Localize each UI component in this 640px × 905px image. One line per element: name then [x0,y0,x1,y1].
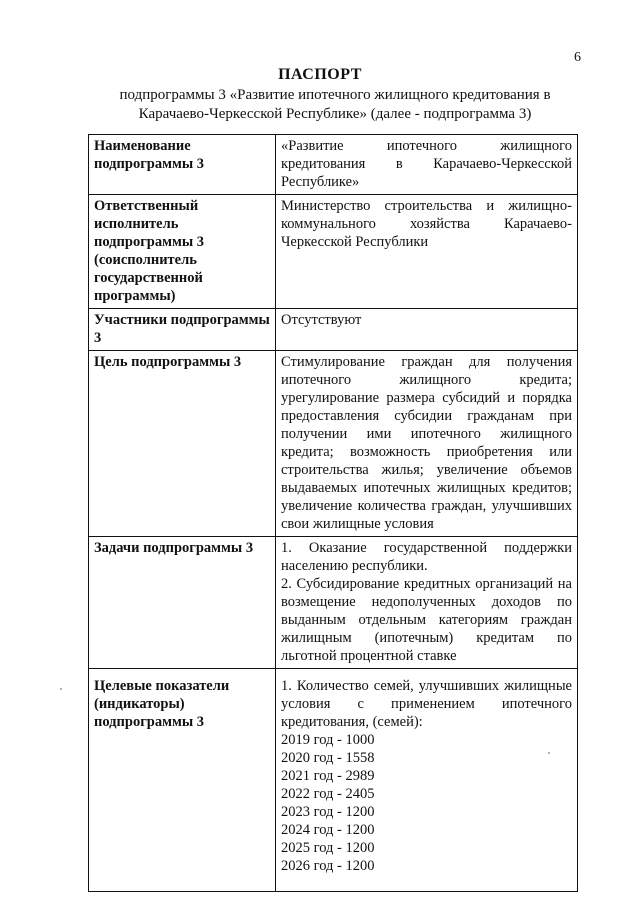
indicator-year: 2024 год - 1200 [281,822,375,838]
passport-table [88,134,578,892]
subtitle-line: подпрограммы 3 «Развитие ипотечного жилищного кредитования в [119,87,551,103]
task-item: 1. Оказание государственной поддержки населению республики. [281,540,572,574]
indicator-year: 2022 год - 2405 [281,786,375,802]
row-value [276,669,578,892]
table-row-goal [89,351,578,537]
row-value: Стимулирование граждан для получения ипотечного жилищного кредита; урегулирование размера субсидий и порядка предоставления субсидии гражданам при получении ими ипотечного жилищного кредита; возможность приобретения или строительства жилья; увеличение объемов выдаваемых ипотечных жилищных кредитов; увеличение количества граждан, улучшивших свои жилищные условия [276,351,578,537]
indicator-year: 2019 год - 1000 [281,732,375,748]
table-row-tasks [89,537,578,669]
row-value: «Развитие ипотечного жилищного кредитования в Карачаево-Черкесской Республике» [276,135,578,195]
row-value [276,537,578,669]
row-value: Министерство строительства и жилищно-коммунального хозяйства Карачаево-Черкесской Республики [276,195,578,309]
row-label: Участники подпрограммы 3 [89,309,276,351]
indicator-year: 2021 год - 2989 [281,768,375,784]
indicator-description: 1. Количество семей, улучшивших жилищные условия с применением ипотечного кредитования, (семей): [281,678,572,730]
document-subtitle [100,86,570,124]
row-label: Ответственный исполнитель подпрограммы 3 (соисполнитель государственной программы) [89,195,276,309]
row-value: Отсутствуют [276,309,578,351]
scan-speck [60,688,62,690]
page-number: 6 [574,50,581,65]
table-row-executor [89,195,578,309]
indicator-year: 2023 год - 1200 [281,804,375,820]
row-label: Задачи подпрограммы 3 [89,537,276,669]
task-item: 2. Субсидирование кредитных организаций на возмещение недополученных доходов по выданным отдельным категориям граждан жилищным (ипотечным) кредитам по льготной процентной ставке [281,576,572,664]
indicator-year: 2026 год - 1200 [281,858,375,874]
table-row-name [89,135,578,195]
table-row-participants [89,309,578,351]
row-label: Цель подпрограммы 3 [89,351,276,537]
table-row-indicators [89,669,578,892]
scan-speck [548,752,550,754]
indicator-year: 2020 год - 1558 [281,750,375,766]
document-title: ПАСПОРТ [278,66,362,83]
row-label: Наименование подпрограммы 3 [89,135,276,195]
indicator-year: 2025 год - 1200 [281,840,375,856]
row-label: Целевые показатели (индикаторы) подпрограммы 3 [89,669,276,892]
subtitle-line: Карачаево-Черкесской Республике» (далее - подпрограмма 3) [138,106,532,122]
